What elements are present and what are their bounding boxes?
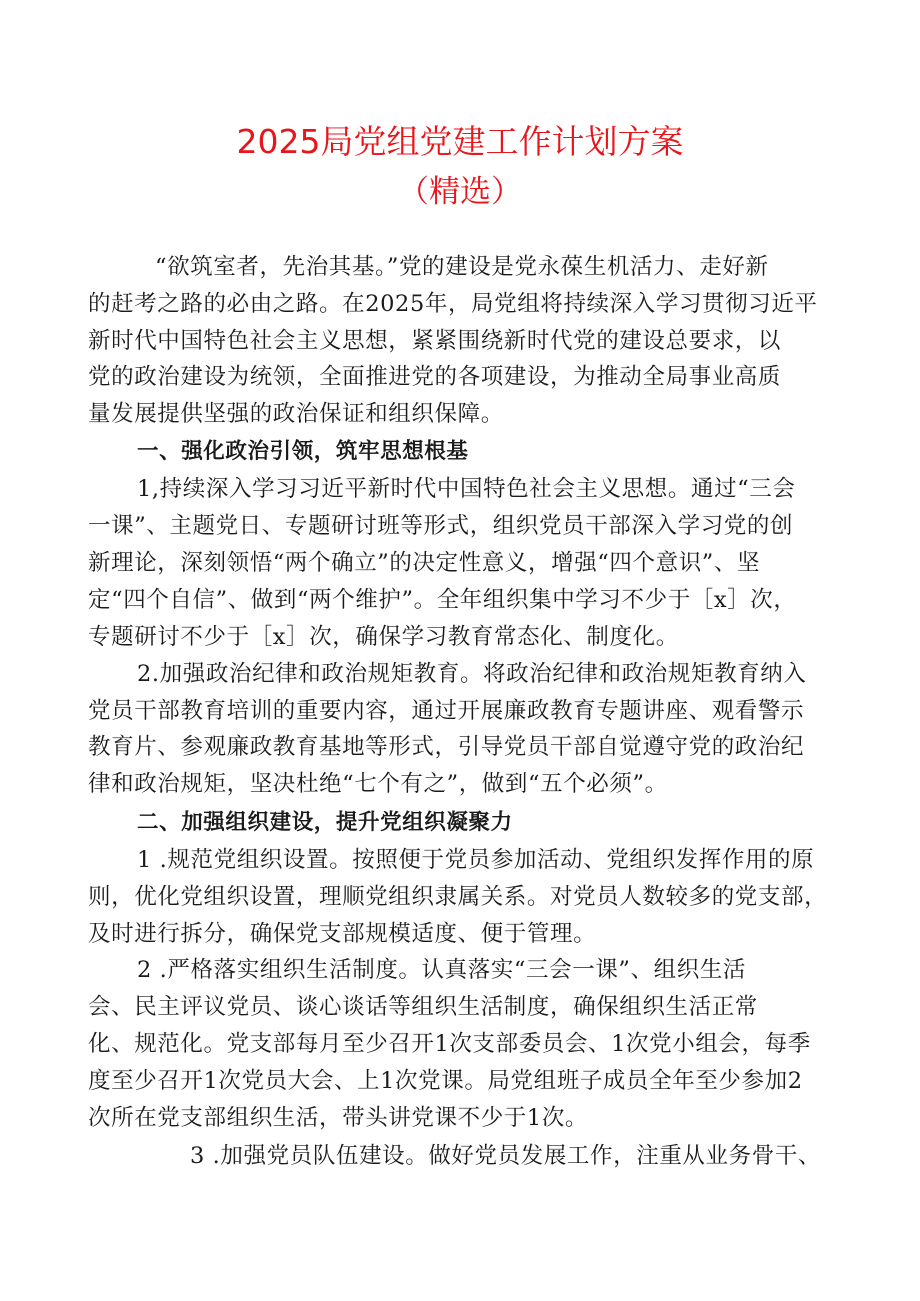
paragraph-line: 1 .规范党组织设置。按照便于党员参加活动、党组织发挥作用的原: [137, 847, 815, 873]
paragraph-line: 会、民主评议党员、谈心谈话等组织生活制度，确保组织生活正常: [88, 994, 758, 1020]
paragraph-line: 1,持续深入学习习近平新时代中国特色社会主义思想。通过“三会: [137, 476, 796, 502]
paragraph-line: 定“四个自信”、做到“两个维护”。全年组织集中学习不少于［x］次，: [88, 587, 797, 613]
paragraph-line: 党员干部教育培训的重要内容，通过开展廉政教育专题讲座、观看警示: [88, 698, 805, 724]
paragraph-line: 2 .严格落实组织生活制度。认真落实“三会一课”、组织生活: [137, 957, 747, 983]
paragraph-line: 化、规范化。党支部每月至少召开1次支部委员会、1次党小组会，每季: [88, 1031, 811, 1057]
paragraph-line: 量发展提供坚强的政治保证和组织保障。: [88, 401, 504, 427]
paragraph-line: “欲筑室者，先治其基。”党的建设是党永葆生机活力、走好新: [155, 254, 769, 280]
paragraph-line: 党的政治建设为统领，全面推进党的各项建设，为推动全局事业高质: [88, 364, 782, 390]
paragraph-line: 专题研讨不少于［x］次，确保学习教育常态化、制度化。: [88, 624, 679, 650]
paragraph-line: 教育片、参观廉政教育基地等形式，引导党员干部自觉遵守党的政治纪: [88, 734, 805, 760]
paragraph-line: 新时代中国特色社会主义思想，紧紧围绕新时代党的建设总要求，以: [88, 328, 782, 354]
section-heading: 一、强化政治引领，筑牢思想根基: [137, 439, 469, 464]
section-heading: 二、加强组织建设，提升党组织凝聚力: [137, 810, 513, 835]
paragraph-line: 新理论，深刻领悟“两个确立”的决定性意义，增强“四个意识”、坚: [88, 550, 761, 576]
paragraph-line: 度至少召开1次党员大会、上1次党课。局党组班子成员全年至少参加2: [88, 1068, 803, 1094]
paragraph-line: 及时进行拆分，确保党支部规模适度、便于管理。: [88, 921, 597, 947]
paragraph-line: 3 .加强党员队伍建设。做好党员发展工作，注重从业务骨干、: [190, 1143, 822, 1169]
paragraph-line: 一课”、主题党日、专题研讨班等形式，组织党员干部深入学习党的创: [88, 513, 794, 539]
paragraph-line: 2.加强政治纪律和政治规矩教育。将政治纪律和政治规矩教育纳入: [137, 661, 807, 687]
document-title: 2025局党组党建工作计划方案: [236, 122, 684, 161]
document-subtitle: （精选）: [398, 174, 522, 210]
paragraph-line: 的赶考之路的必由之路。在2025年，局党组将持续深入学习贯彻习近平: [88, 291, 818, 317]
paragraph-line: 律和政治规矩，坚决杜绝“七个有之”，做到“五个必须”。: [88, 771, 668, 797]
paragraph-line: 次所在党支部组织生活，带头讲党课不少于1次。: [88, 1105, 589, 1131]
paragraph-line: 则，优化党组织设置，理顺党组织隶属关系。对党员人数较多的党支部，: [88, 884, 828, 910]
